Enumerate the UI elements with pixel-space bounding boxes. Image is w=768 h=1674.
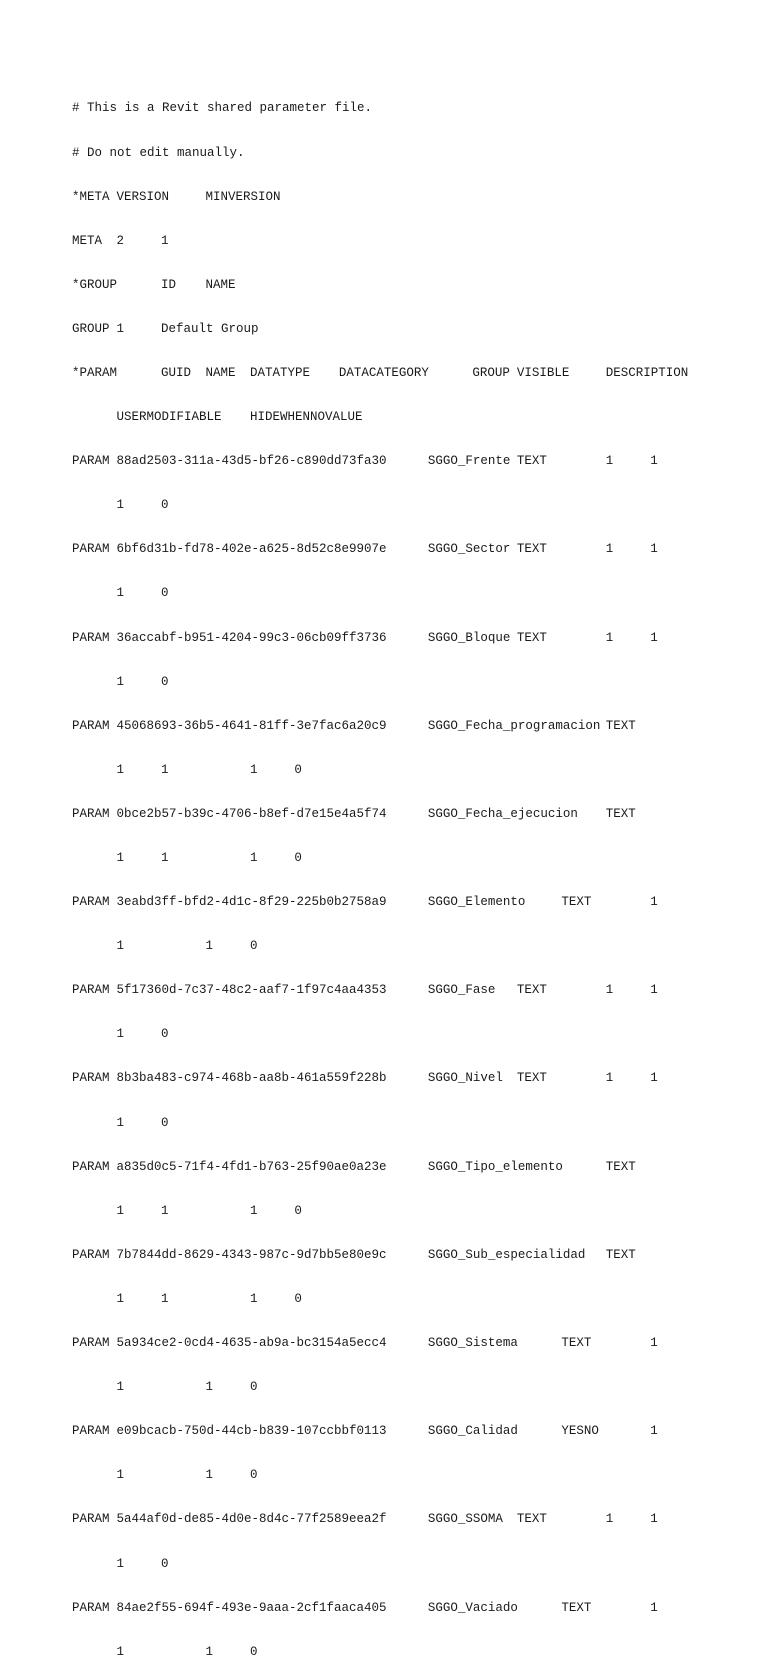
comment-line: # Do not edit manually.	[72, 145, 245, 160]
param-line: PARAM 6bf6d31b-fd78-402e-a625-8d52c8e9907e SGGO_Sector TEXT 1 1	[72, 542, 658, 557]
group-line: GROUP 1 Default Group	[72, 321, 259, 336]
param-line-continuation: 1 0	[72, 674, 169, 689]
param-line: PARAM 88ad2503-311a-43d5-bf26-c890dd73fa30 SGGO_Frente TEXT 1 1	[72, 454, 658, 469]
param-line-continuation: 1 1 1 0	[72, 762, 302, 777]
meta-header-line: *META VERSION MINVERSION	[72, 189, 281, 204]
param-line: PARAM 0bce2b57-b39c-4706-b8ef-d7e15e4a5f74 SGGO_Fecha_ejecucion TEXT	[72, 806, 636, 821]
param-line: PARAM 36accabf-b951-4204-99c3-06cb09ff3736 SGGO_Bloque TEXT 1 1	[72, 630, 658, 645]
group-header-line: *GROUP ID NAME	[72, 277, 236, 292]
param-line: PARAM 5a44af0d-de85-4d0e-8d4c-77f2589eea2f SGGO_SSOMA TEXT 1 1	[72, 1512, 658, 1527]
shared-parameter-file-text	[72, 72, 752, 1674]
param-line: PARAM 5a934ce2-0cd4-4635-ab9a-bc3154a5ecc4 SGGO_Sistema TEXT 1	[72, 1336, 658, 1351]
meta-line: META 2 1	[72, 233, 169, 248]
param-line-continuation: 1 1 0	[72, 1468, 258, 1483]
param-line-continuation: 1 0	[72, 1027, 169, 1042]
param-line-continuation: 1 1 0	[72, 1644, 258, 1659]
param-line-continuation: 1 0	[72, 586, 169, 601]
param-line-continuation: 1 1 1 0	[72, 1203, 302, 1218]
param-line: PARAM 45068693-36b5-4641-81ff-3e7fac6a20c9 SGGO_Fecha_programacion TEXT	[72, 718, 636, 733]
param-line-continuation: 1 1 1 0	[72, 851, 302, 865]
param-line-continuation: 1 0	[72, 1115, 169, 1130]
param-line: PARAM 84ae2f55-694f-493e-9aaa-2cf1faaca405 SGGO_Vaciado TEXT 1	[72, 1600, 658, 1615]
param-line: PARAM 5f17360d-7c37-48c2-aaf7-1f97c4aa4353 SGGO_Fase TEXT 1 1	[72, 983, 658, 998]
param-header-line: *PARAM GUID NAME DATATYPE DATACATEGORY GROUP VISIBLE DESCRIPTION	[72, 365, 689, 380]
param-line: PARAM 8b3ba483-c974-468b-aa8b-461a559f228b SGGO_Nivel TEXT 1 1	[72, 1071, 658, 1086]
param-header-line-continuation: USERMODIFIABLE HIDEWHENNOVALUE	[72, 410, 363, 425]
param-line-continuation: 1 0	[72, 498, 169, 513]
param-line-continuation: 1 1 0	[72, 939, 258, 954]
param-line-continuation: 1 0	[72, 1556, 169, 1571]
comment-line: # This is a Revit shared parameter file.	[72, 101, 373, 116]
param-line-continuation: 1 1 0	[72, 1380, 258, 1395]
param-line-continuation: 1 1 1 0	[72, 1291, 302, 1306]
param-line: PARAM 7b7844dd-8629-4343-987c-9d7bb5e80e9c SGGO_Sub_especialidad TEXT	[72, 1247, 636, 1262]
param-line: PARAM e09bcacb-750d-44cb-b839-107ccbbf0113 SGGO_Calidad YESNO 1	[72, 1424, 658, 1439]
param-line: PARAM 3eabd3ff-bfd2-4d1c-8f29-225b0b2758a9 SGGO_Elemento TEXT 1	[72, 895, 658, 910]
param-line: PARAM a835d0c5-71f4-4fd1-b763-25f90ae0a23e SGGO_Tipo_elemento TEXT	[72, 1159, 636, 1174]
